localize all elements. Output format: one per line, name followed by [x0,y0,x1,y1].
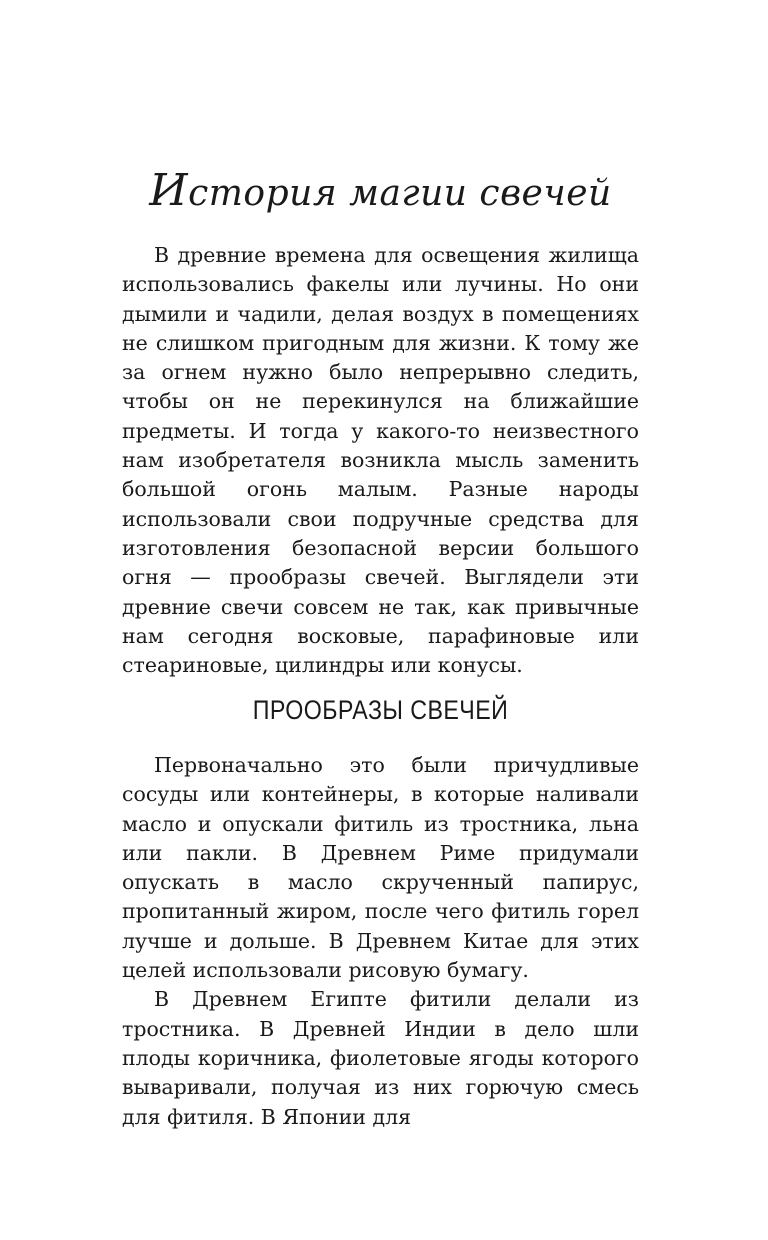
chapter-title-rest: стория магии свечей [188,173,612,214]
chapter-title-initial: И [149,165,189,216]
chapter-title [122,166,639,219]
intro-text [122,241,639,680]
section-paragraph-1: Первоначально это были причудливые сосуды или контейнеры, в которые наливали масло и опускали фитиль из тростника, льна или пакли. В Древнем Риме придумали опускать в масло скрученный папирус, пропитанный жиром, после чего фитиль горел лучше и дольше. В Древнем Китае для этих целей использовали рисовую бумагу. [122,753,639,983]
intro-paragraph: В древние времена для освещения жилища использовались факелы или лучины. Но они дымили и чадили, делая воздух в помещениях не слишком пригодным для жизни. К тому же за огнем нужно было непрерывно следить, чтобы он не перекинулся на ближайшие предметы. И тогда у какого-то неизвестного нам изобретателя возникла мысль заменить большой огонь малым. Разные народы использовали свои подручные средства для изготовления безопасной версии большого огня — прообразы свечей. Выглядели эти древние свечи совсем не так, как привычные нам сегодня восковые, парафиновые или стеариновые, цилиндры или конусы. [122,243,639,678]
section-title: ПРООБРАЗЫ СВЕЧЕЙ [252,695,509,725]
section-text [122,751,639,1132]
section-paragraph-2: В Древнем Египте фитили делали из тростника. В Древней Индии в дело шли плоды коричника, фиолетовые ягоды которого вываривали, получая из них горючую смесь для фитиля. В Японии для [122,987,639,1129]
